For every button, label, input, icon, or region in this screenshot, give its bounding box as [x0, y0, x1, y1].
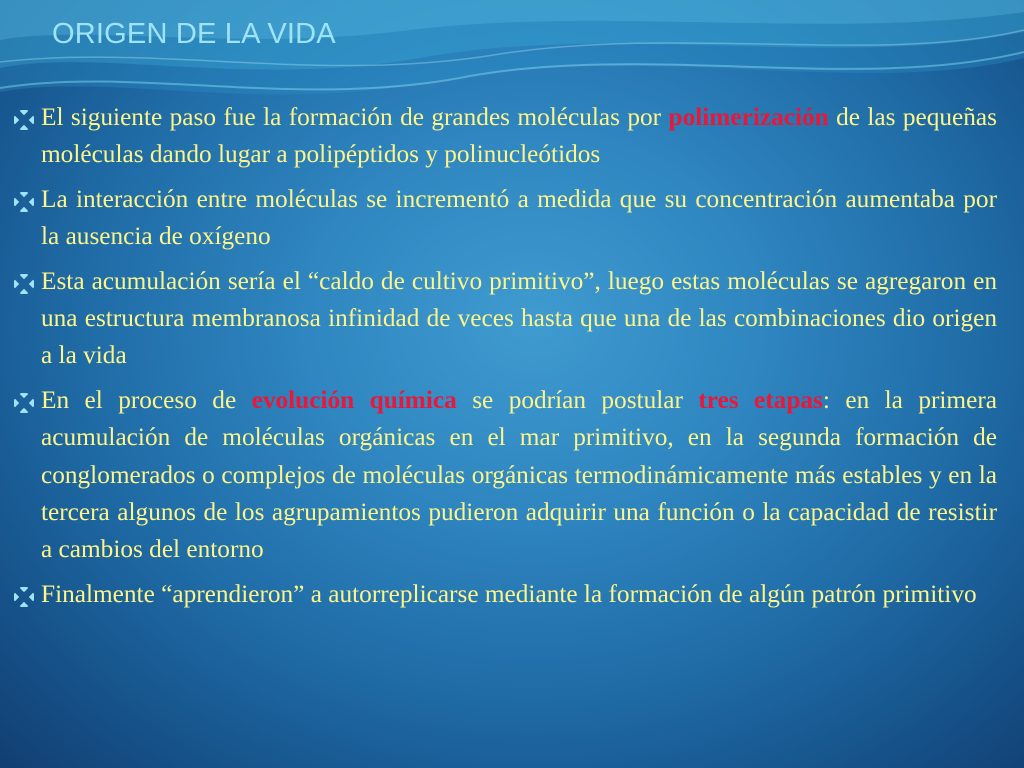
bullet-item	[14, 576, 997, 613]
bullet-text	[41, 386, 997, 564]
bullet-item	[14, 382, 997, 569]
bullet-text	[41, 185, 997, 250]
bullet-item	[14, 263, 997, 375]
four-diamond-bullet-icon	[14, 587, 34, 607]
text-run: se podrían postular	[456, 385, 699, 414]
four-diamond-bullet-icon	[14, 274, 34, 294]
text-run: En el proceso de	[41, 385, 252, 414]
four-diamond-bullet-icon	[14, 393, 34, 413]
bullet-text	[41, 580, 977, 608]
text-run: : en la primera acumulación de moléculas orgánicas en el mar primitivo, en la segunda formación de conglomerados o complejos de moléculas orgánicas termodinámicamente más estables y en la tercera algunos de los agrupamientos pudieron adquirir una función o la capacidad de resistir a cambios del entorno	[41, 385, 997, 564]
bullet-list	[14, 99, 997, 620]
emphasized-term: polimerización	[668, 103, 829, 131]
text-run: La interacción entre moléculas se incrementó a medida que su concentración aumentaba por la ausencia de oxígeno	[41, 184, 997, 251]
bullet-item	[14, 181, 997, 256]
bullet-text	[41, 103, 997, 168]
text-run: Finalmente “aprendieron” a autorreplicarse mediante la formación de algún patrón primitivo	[41, 579, 977, 608]
text-run: El siguiente paso fue la formación de grandes moléculas por	[41, 103, 669, 131]
slide-title: ORIGEN DE LA VIDA	[52, 18, 336, 50]
four-diamond-bullet-icon	[14, 110, 34, 130]
text-run: de las pequeñas moléculas dando lugar a polipéptidos y polinucleótidos	[41, 103, 997, 169]
emphasized-term: tres etapas	[698, 385, 823, 414]
text-run: Esta acumulación sería el “caldo de cultivo primitivo”, luego estas moléculas se agregaron en una estructura membranosa infinidad de veces hasta que una de las combinaciones dio origen a la vida	[41, 266, 997, 370]
bullet-text	[41, 267, 997, 370]
four-diamond-bullet-icon	[14, 192, 34, 212]
emphasized-term: evolución química	[251, 385, 457, 414]
bullet-item	[14, 99, 997, 174]
